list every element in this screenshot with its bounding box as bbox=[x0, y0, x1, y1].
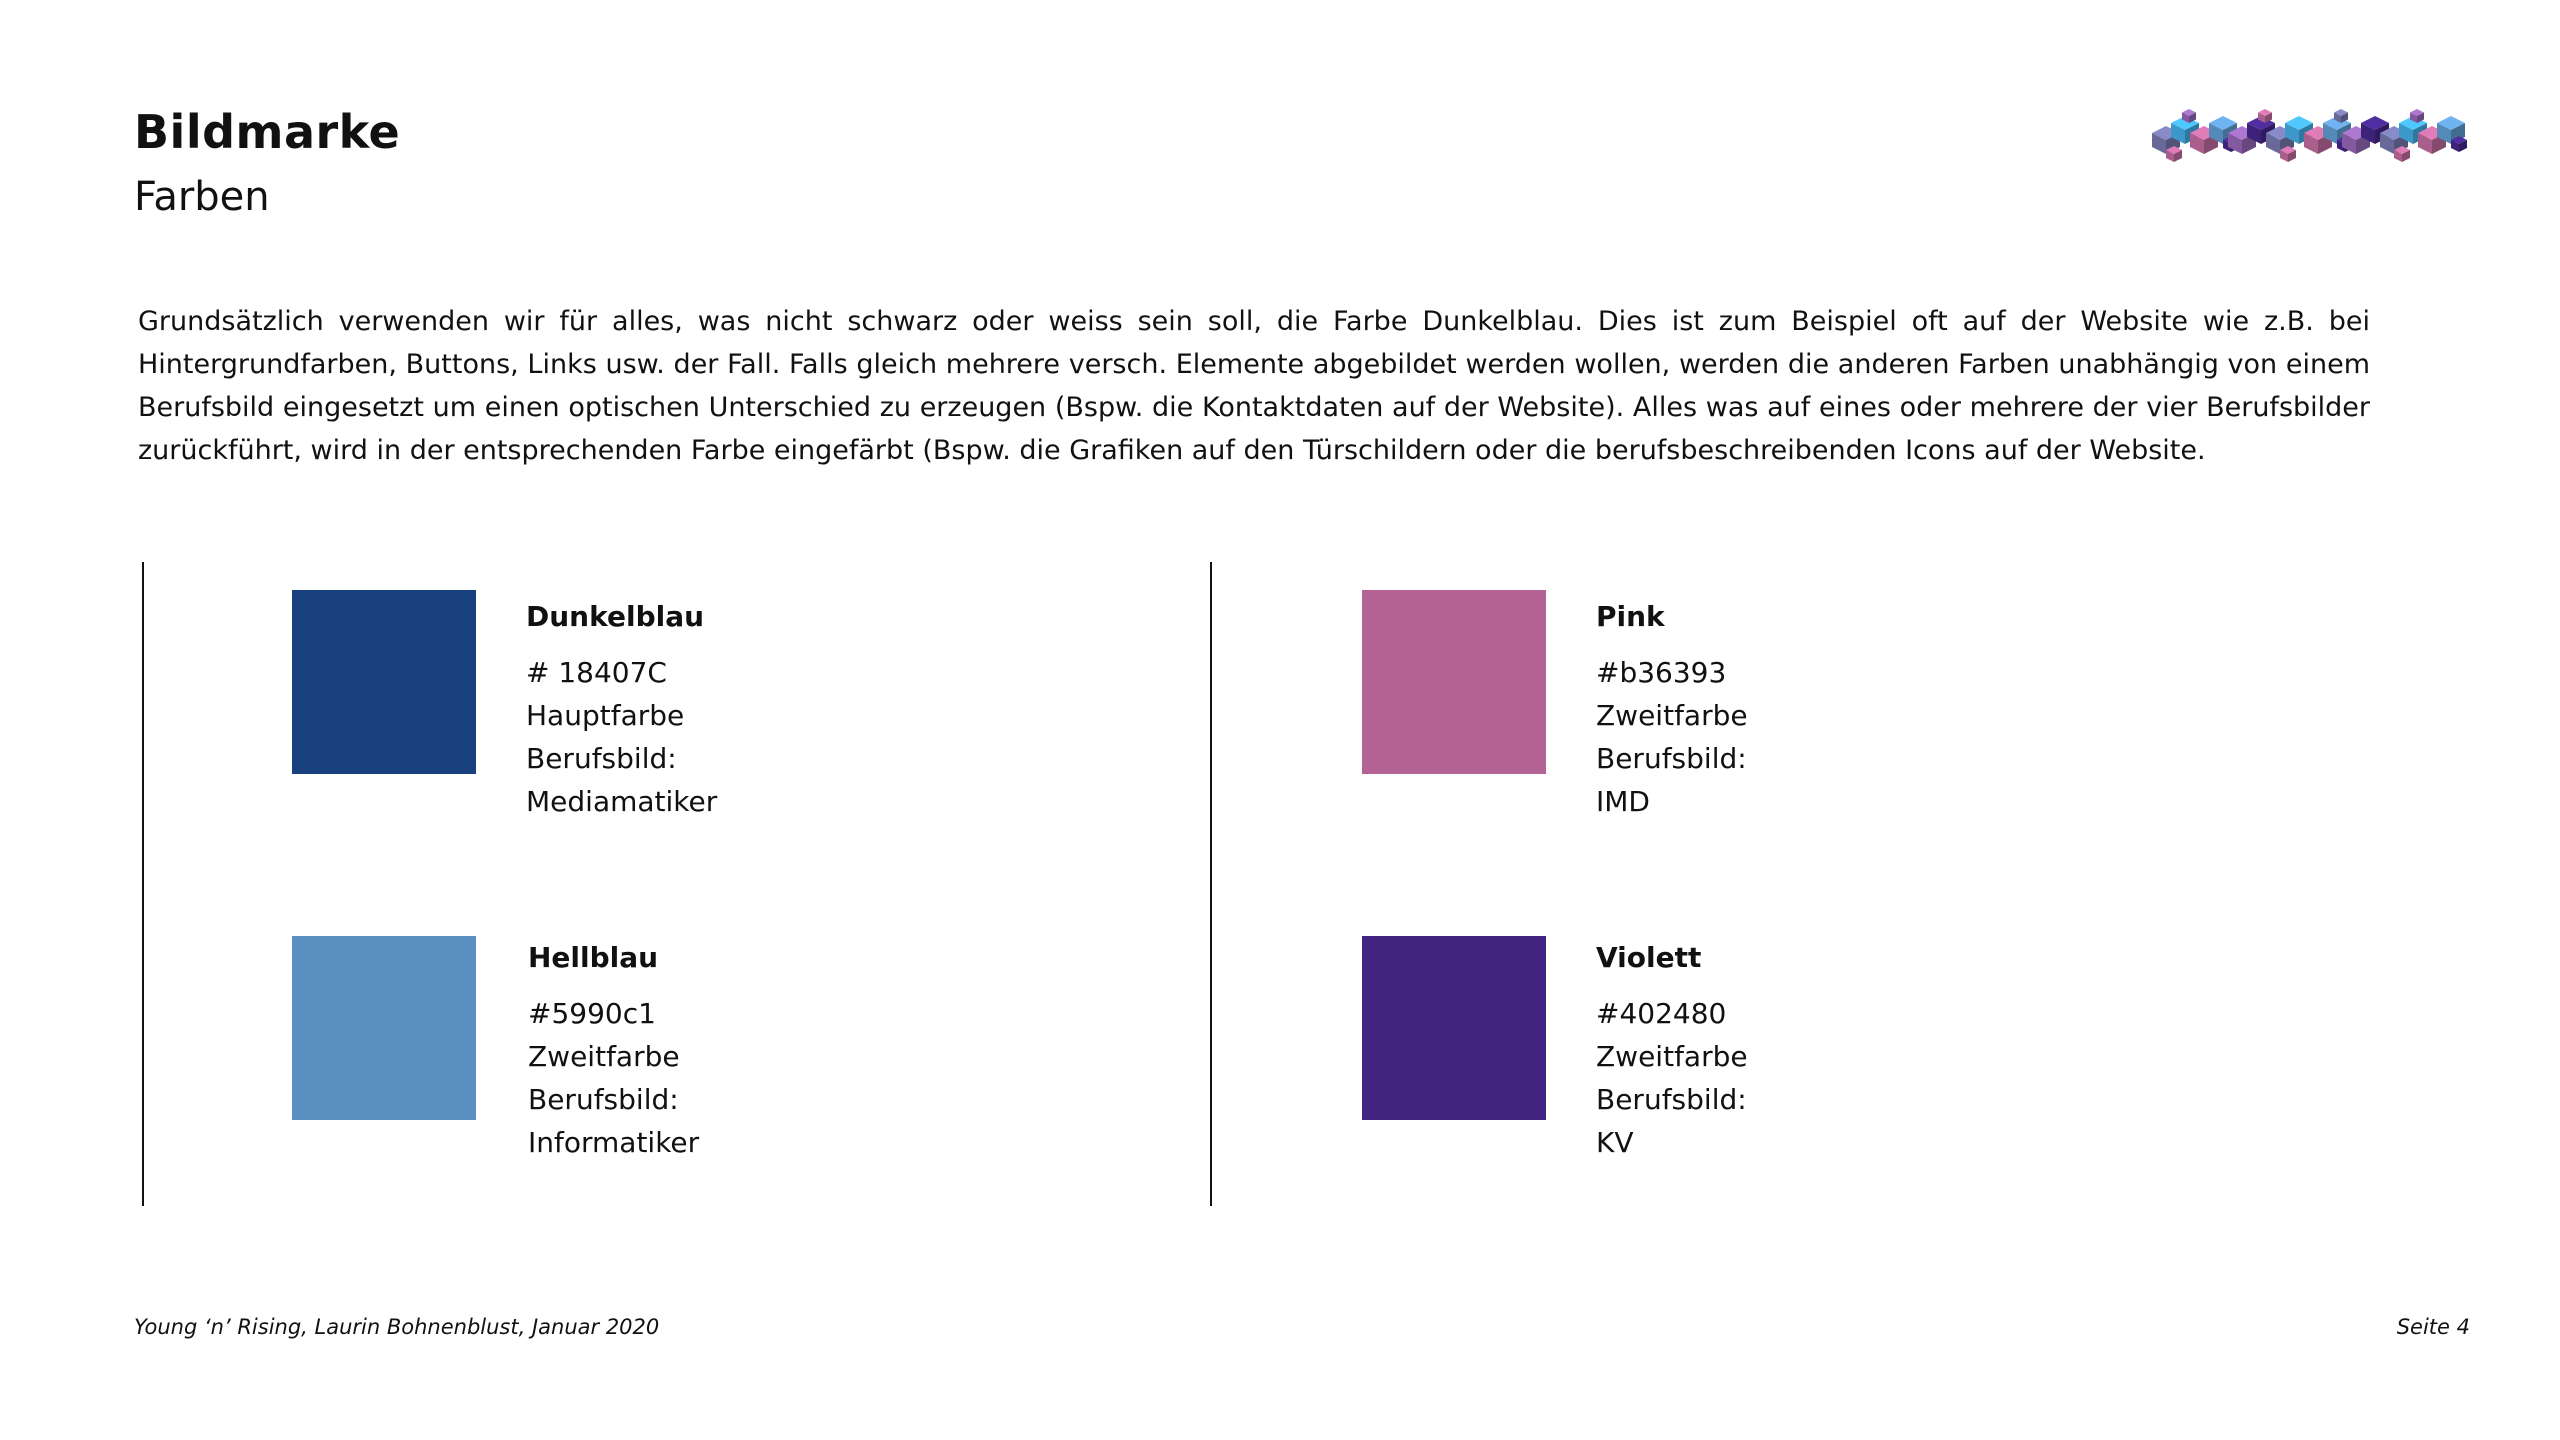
color-role: Hauptfarbe bbox=[526, 699, 685, 732]
color-code: #402480 bbox=[1596, 997, 1727, 1030]
color-name: Violett bbox=[1596, 941, 1702, 974]
color-role: Zweitfarbe bbox=[1596, 1040, 1748, 1073]
color-role: Zweitfarbe bbox=[528, 1040, 680, 1073]
color-info-hellblau bbox=[528, 936, 699, 1164]
color-code: # 18407C bbox=[526, 656, 667, 689]
page-number: Seite 4 bbox=[2396, 1315, 2470, 1339]
color-swatch-dunkelblau bbox=[292, 590, 476, 774]
color-name: Pink bbox=[1596, 600, 1665, 633]
color-name: Hellblau bbox=[528, 941, 659, 974]
page-subtitle: Farben bbox=[134, 174, 270, 220]
color-swatch-pink bbox=[1362, 590, 1546, 774]
color-info-pink bbox=[1596, 595, 1748, 823]
color-job: Berufsbild: KV bbox=[1596, 1083, 1747, 1159]
color-job: Berufsbild: Mediamatiker bbox=[526, 742, 718, 818]
color-name: Dunkelblau bbox=[526, 600, 705, 633]
color-swatch-violett bbox=[1362, 936, 1546, 1120]
color-job: Berufsbild: IMD bbox=[1596, 742, 1747, 818]
color-code: #5990c1 bbox=[528, 997, 656, 1030]
cube-cluster-logo bbox=[2150, 100, 2470, 180]
middle-divider bbox=[1210, 562, 1212, 1206]
footer-credit: Young ‘n’ Rising, Laurin Bohnenblust, Januar 2020 bbox=[134, 1315, 660, 1339]
left-divider bbox=[142, 562, 144, 1206]
page-title: Bildmarke bbox=[134, 105, 401, 159]
color-job: Berufsbild: Informatiker bbox=[528, 1083, 700, 1159]
color-info-dunkelblau bbox=[526, 595, 717, 823]
intro-paragraph: Grundsätzlich verwenden wir für alles, was nicht schwarz oder weiss sein soll, die Farbe Dunkelblau. Dies ist zum Beispiel oft auf der Website wie z.B. bei Hintergrundfarben, Buttons, Links usw. der Fall. Falls gleich mehrere versch. Elemente abgebildet werden wollen, werden die anderen Farben unabhängig von einem Berufsbild eingesetzt um einen optischen Unterschied zu erzeugen (Bspw. die Kontaktdaten auf der Website). Alles was auf eines oder mehrere der vier Berufsbilder zurückführt, wird in der entsprechenden Farbe eingefärbt (Bspw. die Grafiken auf den Türschildern oder die berufsbeschreibenden Icons auf der Website. bbox=[138, 306, 2370, 466]
color-role: Zweitfarbe bbox=[1596, 699, 1748, 732]
color-info-violett bbox=[1596, 936, 1748, 1164]
color-swatch-hellblau bbox=[292, 936, 476, 1120]
color-code: #b36393 bbox=[1596, 656, 1727, 689]
